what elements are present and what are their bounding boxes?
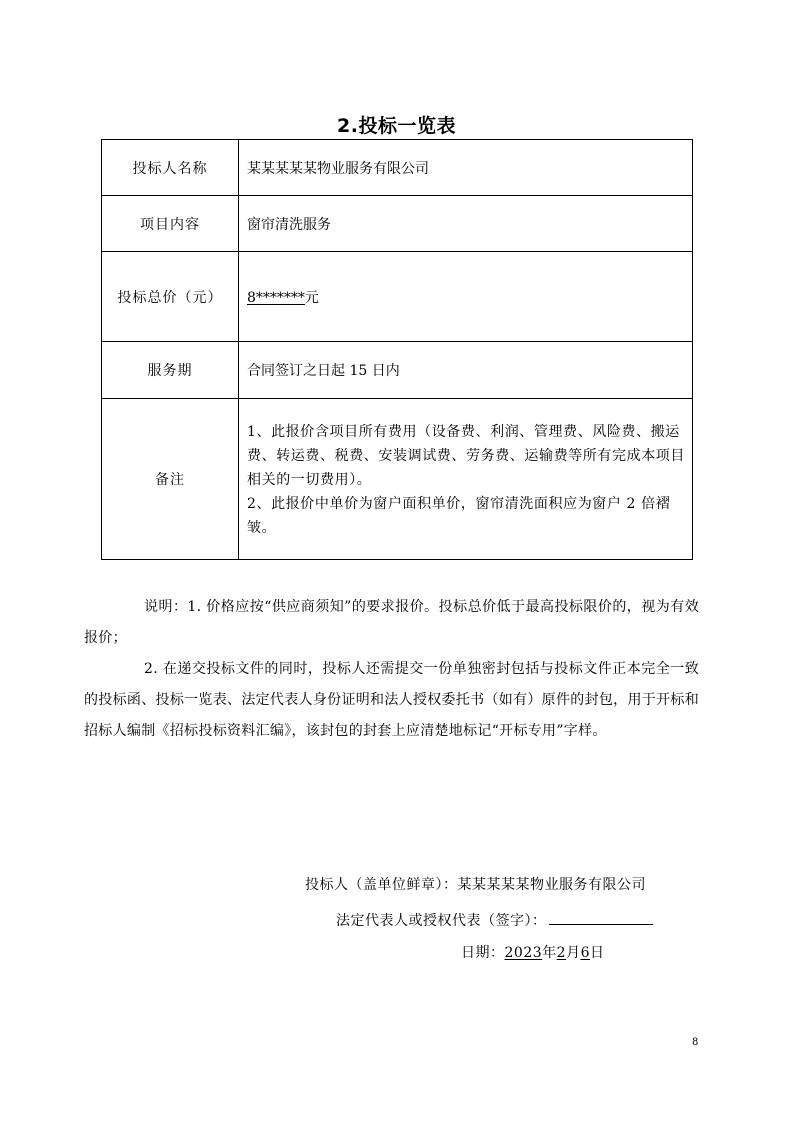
bidder-value: 某某某某某物业服务有限公司	[457, 877, 646, 893]
table-row	[102, 399, 693, 560]
page-number: 8	[692, 1037, 699, 1048]
date-day-unit: 日	[589, 945, 605, 961]
total-price-amount: 8*******	[247, 289, 305, 306]
row-label-service-period: 服务期	[102, 342, 239, 399]
table-row	[102, 342, 693, 399]
row-value-project-content: 窗帘清洗服务	[239, 196, 693, 252]
date-month: 2	[556, 945, 567, 961]
bidder-label: 投标人（盖单位鲜章）：	[305, 877, 458, 893]
row-label-project-content: 项目内容	[102, 196, 239, 252]
signature-blank[interactable]	[549, 910, 653, 925]
date-label: 日期：	[461, 945, 505, 961]
representative-label: 法定代表人或授权代表（签字）：	[336, 913, 547, 929]
table-row	[102, 252, 693, 342]
remark-item: 1、此报价含项目所有费用（设备费、利润、管理费、风险费、搬运费、转运费、税费、安装调试费、劳务费、运输费等所有完成本项目相关的一切费用）。	[247, 424, 685, 488]
representative-signature-line	[336, 910, 653, 930]
explanation-item-2: 2. 在递交投标文件的同时，投标人还需提交一份单独密封包括与投标文件正本完全一致的投标函、投标一览表、法定代表人身份证明和法人授权委托书（如有）原件的封包，用于开标和招标人编制《招标投标资料汇编》，该封包的封套上应清楚地标记“开标专用”字样。	[84, 661, 699, 739]
remark-item: 2、此报价中单价为窗户面积单价，窗帘清洗面积应为窗户 2 倍褶皱。	[247, 496, 671, 536]
bidder-signature-line	[305, 874, 646, 894]
explanation-item-1: 说明：1. 价格应按“供应商须知”的要求报价。投标总价低于最高投标限价的，视为有效报价；	[84, 599, 699, 646]
bid-summary-table	[101, 139, 693, 560]
row-value-bidder-name: 某某某某某物业服务有限公司	[239, 140, 693, 196]
total-price-unit: 元	[304, 289, 319, 306]
date-year-unit: 年	[542, 945, 557, 961]
row-label-total-price: 投标总价（元）	[102, 252, 239, 342]
date-month-unit: 月	[566, 945, 581, 961]
date-day: 6	[580, 945, 590, 961]
date-year: 2023	[504, 945, 543, 961]
table-row	[102, 196, 693, 252]
page-title: 2.投标一览表	[337, 115, 456, 137]
row-value-total-price	[239, 252, 693, 342]
row-label-bidder-name: 投标人名称	[102, 140, 239, 196]
row-value-service-period: 合同签订之日起 15 日内	[239, 342, 693, 399]
explanation-section	[84, 592, 699, 747]
table-row	[102, 140, 693, 196]
row-label-remarks: 备注	[102, 399, 239, 560]
date-line	[461, 942, 604, 962]
row-value-remarks	[239, 399, 693, 560]
